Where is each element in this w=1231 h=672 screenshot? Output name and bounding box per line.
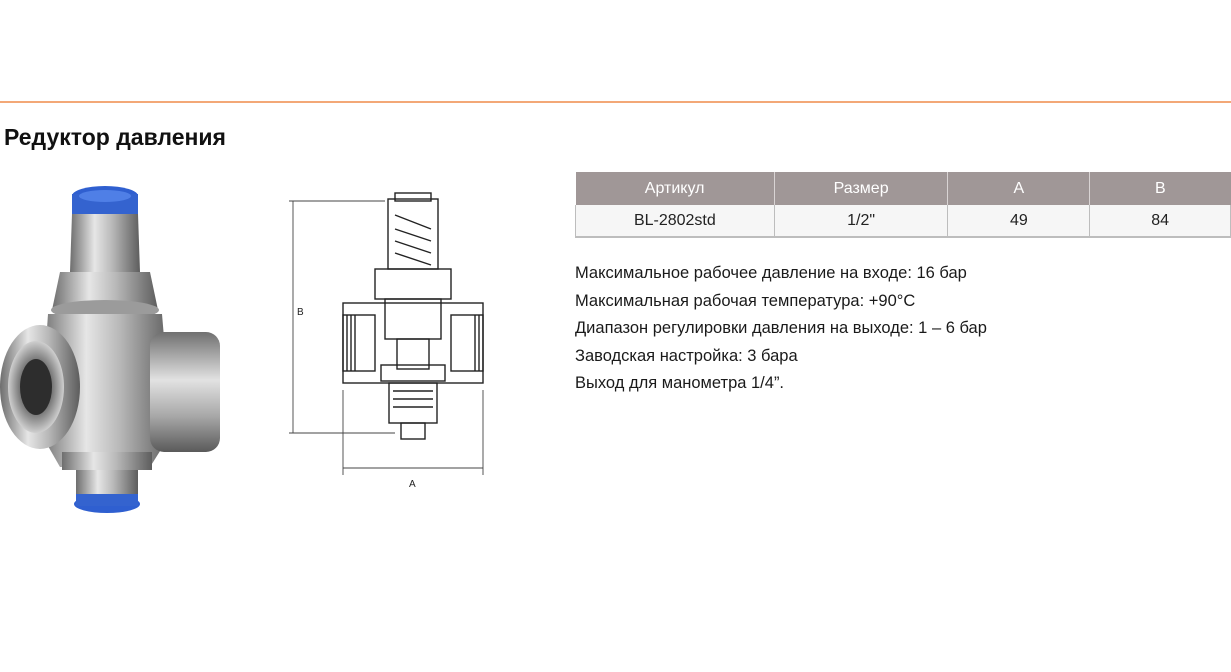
col-header-a: A — [948, 172, 1090, 205]
feature-item-gauge-outlet: Выход для манометра 1/4”. — [575, 374, 785, 392]
col-header-b: B — [1090, 172, 1231, 205]
cell-a: 49 — [948, 205, 1090, 237]
spec-table-header-row — [576, 172, 1231, 205]
feature-item-factory-setting: Заводская настройка: 3 бара — [575, 346, 798, 365]
cell-size: 1/2" — [774, 205, 948, 237]
top-divider-line — [0, 101, 1231, 103]
feature-list — [575, 260, 987, 398]
page-title: Редуктор давления — [4, 124, 226, 150]
col-header-size: Размер — [774, 172, 948, 205]
feature-item-max-temperature: Максимальная рабочая температура: +90°С — [575, 291, 916, 310]
feature-item-outlet-pressure-range: Диапазон регулировки давления на выходе: 1 – 6 бар — [575, 319, 987, 337]
col-header-article: Артикул — [576, 172, 775, 205]
cell-article: BL-2802std — [576, 205, 775, 237]
dimension-label-b: B — [297, 307, 304, 318]
spec-table — [575, 172, 1231, 238]
feature-item-max-inlet-pressure: Максимальное рабочее давление на входе: 16 бар — [575, 264, 967, 282]
pressure-reducer-section-drawing — [285, 185, 505, 495]
dimension-label-a: A — [409, 479, 416, 490]
table-row — [576, 205, 1231, 237]
cell-b: 84 — [1090, 205, 1231, 237]
pressure-reducer-photo — [0, 182, 235, 522]
